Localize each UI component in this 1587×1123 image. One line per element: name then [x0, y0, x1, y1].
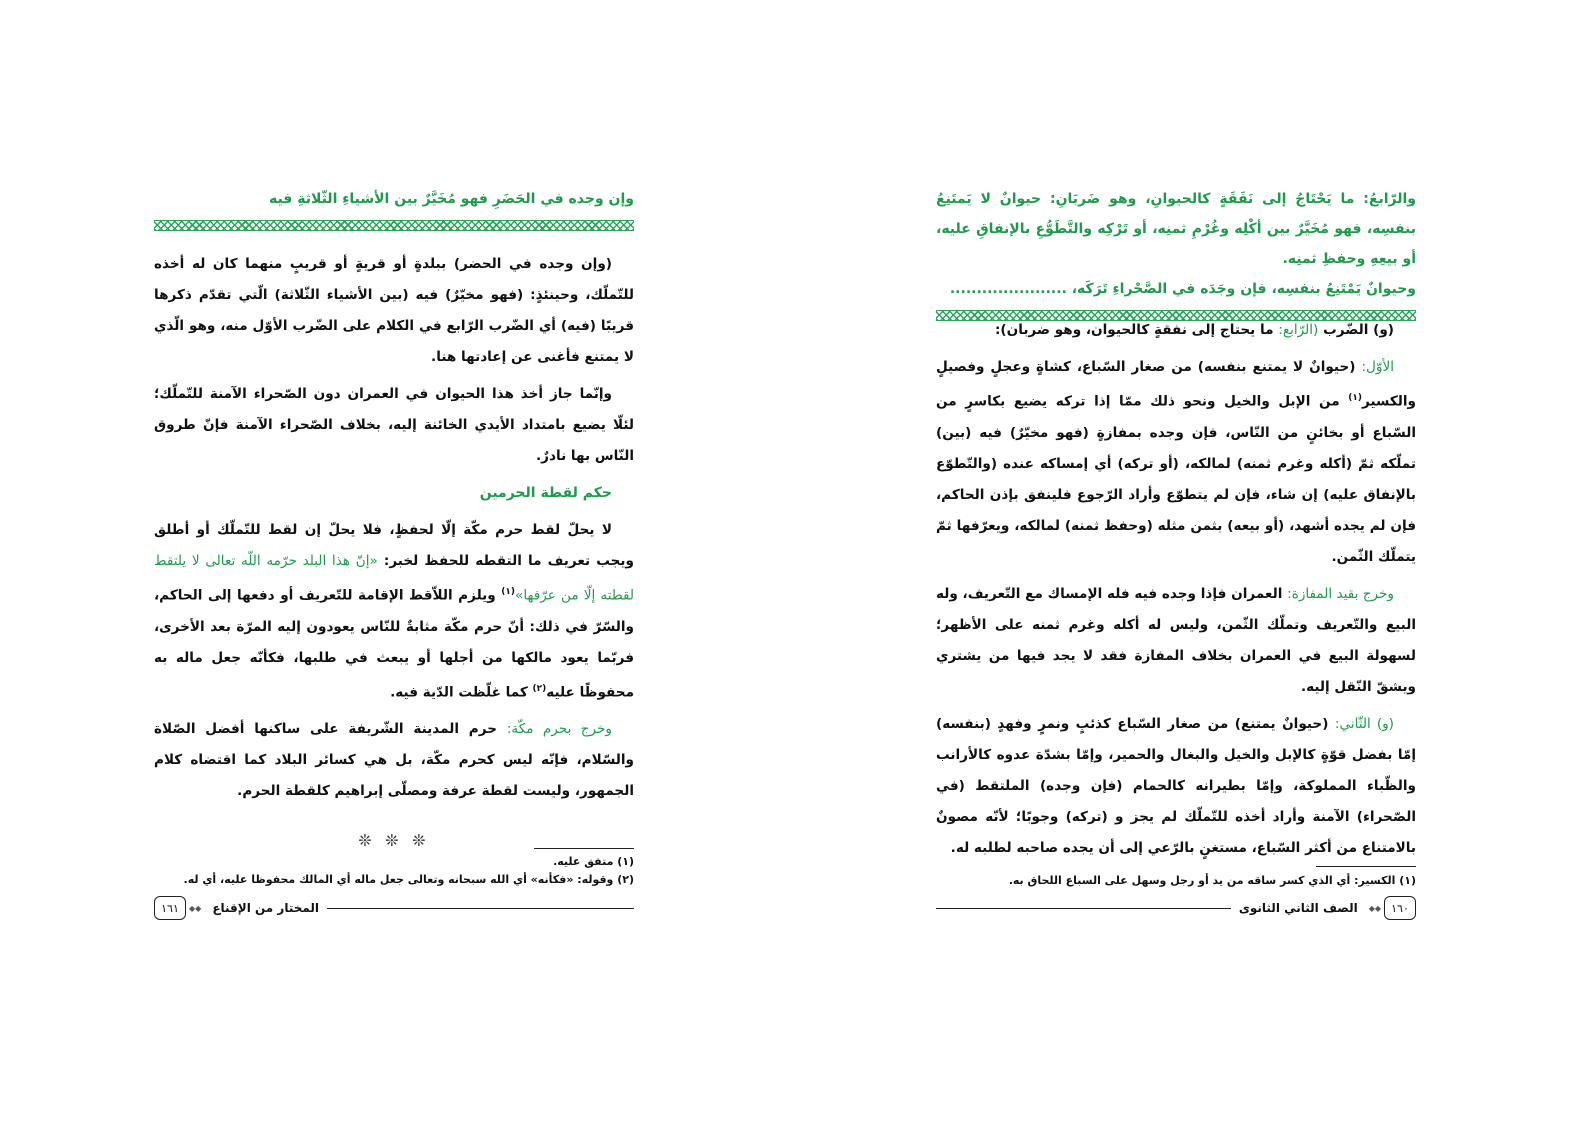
right-body — [936, 315, 1416, 870]
footnote: (١) متفق عليه. — [553, 855, 634, 868]
footer-title: المختار من الإقناع — [212, 901, 320, 915]
text-segment: (حيوانٌ لا يمتنع بنفسه) من صغار السّباع، كشاةٍ وعجلٍ وفصيلٍ والكسير — [936, 359, 1416, 410]
page-footer — [936, 896, 1416, 920]
paragraph — [154, 379, 634, 472]
text-segment: (وإن وجده في الحضر) ببلدةٍ أو قريةٍ أو قريبٍ منهما كان له أخذه للتّملّك، وحينئذٍ: (فهو مخيّرٌ) فيه (بين الأشياء الثّلاثة) الّتي تقدّم ذكرها قريبًا (فيه) أي الضّرب الرّابع في الكلام على الضّرب الأوّل منه، وهو الّذي لا يمتنع فأغنى عن إعادتها هنا. — [154, 256, 634, 365]
left-header-box — [154, 184, 634, 231]
text-segment: من الإبل والخيل ونحو ذلك ممّا إذا تركه يضيع بكاسرٍ من السّباع أو بخائنٍ من النّاس، فإن وجده بمفازةٍ (فهو مخيّرٌ) فيه (بين) تملّكه ثمّ (أكله وغرم ثمنه) لمالكه، (أو تركه) أي إمساكه عنده (والتّطوّع بالإنفاق عليه) إن شاء، فإن لم يتطوّع وأراد الرّجوع فلينفق بإذن الحاكم، فإن لم يجده أشهد، (أو بيعه) بثمن مثله (وحفظ ثمنه) لمالكه، ويعرّفها ثمّ يتملّك الثّمن. — [936, 393, 1416, 565]
footnote-ref: (٢) — [532, 683, 547, 694]
ornament-icon: ◆◆ — [1368, 903, 1381, 913]
highlighted-text: وخرج بحرم مكّة: — [506, 721, 612, 738]
text-segment: لا يحلّ لقط حرم مكّة إلّا لحفظٍ، فلا يحلّ إن لقط للتّملّك أو أطلق ويجب تعريف ما التقطه للحفظ لخبر: — [154, 522, 634, 569]
text-segment: كما غلّظت الدّية فيه. — [390, 684, 533, 701]
right-header-line: والرّابعُ: ما يَحْتَاجُ إلى نَفَقَةٍ كالحيوانِ، وهو ضَربَانِ: حيوانٌ لا يَمتَنِعُ بنفسِه، فهو مُخَيَّرٌ بين أكْلِه وغُرْمِ ثمنِه، أو تَرْكِه والتَّطَوُّعِ بالإنفاقِ عليه، أو بيعِهِ وحفظِ ثمنِه. — [936, 191, 1416, 267]
footnotes — [936, 872, 1416, 890]
highlighted-text: «إنّ هذا البلد حرّمه اللّه تعالى لا يلتقط لقطته إلّا من عرّفها» — [154, 553, 634, 604]
page-number: ١٦٠ — [1384, 896, 1416, 920]
page-footer — [154, 896, 634, 920]
highlighted-text: وخرج بقيد المفازة: — [1287, 585, 1394, 602]
footnote-ref: (١) — [501, 587, 515, 597]
footnote: (١) الكسير: أي الذي كسر ساقه من يد أو رجل وسهل على السباع اللحاق به. — [1008, 874, 1416, 887]
text-segment: ما يحتاج إلى نفقةٍ كالحيوان، وهو ضربان): — [994, 322, 1279, 338]
paragraph — [936, 352, 1416, 573]
footnote-ref: (١) — [1348, 393, 1363, 403]
text-segment: وإنّما جاز أخذ هذا الحيوان في العمران دون الصّحراء الآمنة للتّملّك؛ لئلّا يضيع بامتداد الأيدي الخائنة إليه، بخلاف الصّحراء الآمنة فإنّ طروق النّاس بها نادرٌ. — [154, 386, 634, 464]
paragraph — [936, 709, 1416, 864]
section-separator: ❊ ❊ ❊ — [358, 831, 430, 851]
highlighted-text: (الرّابع: — [1278, 322, 1319, 338]
highlighted-text: (و) الثّاني: — [1334, 715, 1394, 732]
footer-rule — [936, 908, 1231, 909]
left-page — [154, 0, 634, 1123]
right-header-box — [936, 184, 1416, 321]
left-body — [154, 249, 634, 856]
footnote: (٢) وقوله: «فكأنه» أي الله سبحانه وتعالى جعل ماله أي المالك محفوظا عليه، أي له. — [183, 873, 634, 886]
right-header-line: وحيوانٌ يَمْتَنِعُ بنفسِه، فإن وجَدَه في الصَّحْراءِ تَرَكَه، ...................... — [949, 281, 1416, 297]
section-heading: حكم لقطة الحرمين — [479, 485, 612, 501]
decorative-border — [154, 220, 634, 231]
ornament-icon: ◆◆ — [189, 903, 202, 913]
highlighted-text: الأوّل: — [1361, 359, 1394, 375]
paragraph — [936, 579, 1416, 703]
text-segment: حرم المدينة الشّريفة على ساكنها أفضل الصّلاة والسّلام، فإنّه ليس كحرم مكّة، بل هي كسائر البلاد كما اقتضاه كلام الجمهور، وليست لقطة عرفة ومصلّى إبراهيم كلقطة الحرم. — [154, 721, 634, 800]
footnote-separator — [1316, 866, 1416, 867]
text-segment: (و) الضّرب — [1318, 322, 1394, 338]
text-segment: ويلزم اللاّقط الإقامة للتّعريف أو دفعها إلى الحاكم، والسّرّ في ذلك: أنّ حرم مكّة مثابةٌ للنّاس يعودون إليه المرّة بعد الأخرى، فربّما يعود مالكها من أجلها أو يبعث في طلبها، فكأنّه جعل ماله به محفوظًا عليه — [154, 587, 634, 701]
paragraph — [936, 315, 1416, 346]
footer-title: الصف الثاني الثانوى — [1238, 901, 1358, 915]
footer-rule — [327, 908, 634, 909]
left-header-line: وإن وجده في الحَضَرِ فهو مُخَيَّرٌ بين الأشياءِ الثّلاثةِ فيه — [268, 191, 634, 207]
paragraph — [154, 515, 634, 708]
right-page — [936, 0, 1416, 1123]
text-segment: العمران فإذا وجده فيه فله الإمساك مع التّعريف، وله البيع والتّعريف وتملّك الثّمن، وليس له أكله وغرم ثمنه على الأظهر؛ لسهولة البيع في العمران بخلاف المفازة فقد لا يجد فيها من يشتري ويشقّ النّقل إليه. — [936, 585, 1416, 695]
paragraph — [154, 249, 634, 373]
paragraph — [154, 714, 634, 807]
text-segment: (حيوانٌ يمتنع) من صغار السّباع كذئبٍ ونمرٍ وفهدٍ (بنفسه) إمّا بفضل قوّةٍ كالإبل والخيل والبغال والحمير، وإمّا بشدّة عدوه كالأرانب والظّباء المملوكة، وإمّا بطيرانه كالحمام (فإن وجده) الملتقط (في الصّحراء) الآمنة وأراد أخذه للتّملّك لم يجز و (تركه) وجوبًا؛ لأنّه مصونٌ بالامتناع من أكثر السّباع، مستغنٍ بالرّعي إلى أن يجده صاحبه لطلبه له. — [936, 715, 1416, 856]
page-number: ١٦١ — [154, 896, 186, 920]
footnote-separator — [534, 848, 634, 849]
footnotes — [154, 853, 634, 889]
